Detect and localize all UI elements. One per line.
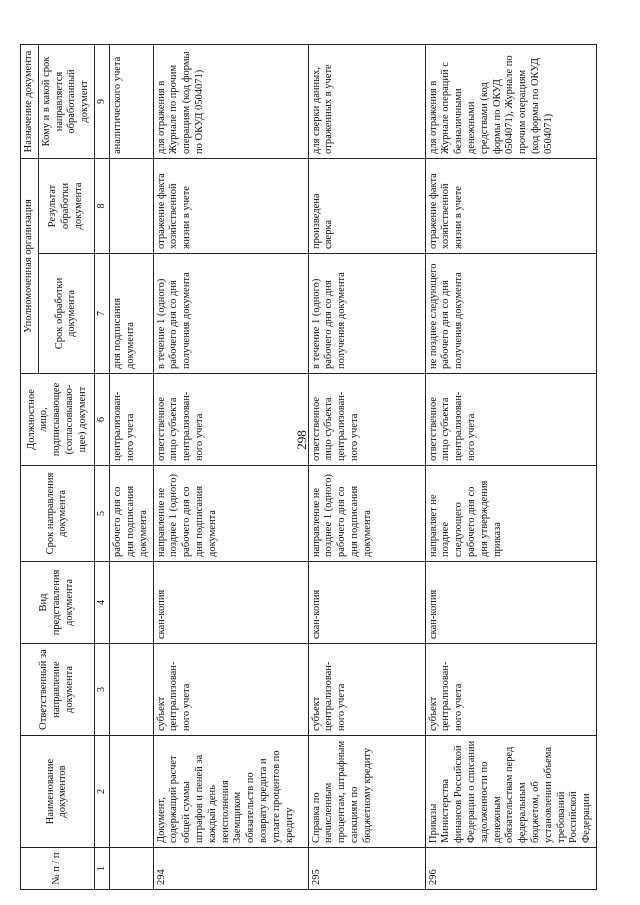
col-number: 8 [94,159,109,254]
table-row-296 [425,45,596,890]
cell-process-deadline: в течение 1 (одного) рабочего дня со дня получения документа [308,254,425,374]
cell-view [110,562,153,644]
header-purpose: Назначение документа [21,45,39,159]
cell-number: 295 [308,848,425,890]
document-table-rotated [20,45,593,890]
cell-doc-name: Справка по начисленным процентам, штрафным санкциям по бюджетному кредиту [308,736,425,848]
header-responsible: Ответственный за направление документа [21,644,95,736]
cell-official: централизован-ного учета [110,374,153,466]
cell-number: 296 [425,848,596,890]
col-number: 2 [94,736,109,848]
cell-doc-name [110,736,153,848]
cell-number [110,848,153,890]
cell-process-result: произведена сверка [308,159,425,254]
cell-recipient: для отражения в Журнале операций с безналичными денежными средствами (код формы по ОКУД 0504071), Журнале по прочим операциям (код формы по ОКУД 0504071) [425,45,596,159]
cell-process-deadline: дня подписания документа [110,254,153,374]
cell-responsible [110,644,153,736]
cell-view: скан-копия [425,562,596,644]
table-row-295 [308,45,425,890]
header-number: № п / п [21,848,95,890]
cell-process-result [110,159,153,254]
header-row-1 [21,45,39,890]
header-send-deadline: Срок направления документа [21,466,95,562]
cell-process-result: отражение факта хозяйственной жизни в учете [153,159,308,254]
header-process-result: Результат обработки документа [38,159,94,254]
cell-view: скан-копия [153,562,308,644]
cell-official: ответственное лицо субъекта централизован-ного учета [153,374,308,466]
header-recipient: Кому и в какой срок направляется обработанный документ [38,45,94,159]
header-authorized-org: Уполномоченная организация [21,159,39,374]
cell-process-deadline: в течение 1 (одного) рабочего дня со дня получения документа [153,254,308,374]
col-number: 7 [94,254,109,374]
cell-doc-name: Документ, содержащий расчет общей суммы штрафов и пеней за каждый день неисполнения Заемщиком обязательств по возврату кредита и уплате процентов по кредиту [153,736,308,848]
page-number: 298 [293,430,309,450]
cell-send-deadline: направляет не позднее следующего рабочего дня со дня утверждения приказа [425,466,596,562]
cell-send-deadline: направление не позднее 1 (одного) рабочего дня со дня подписания документа [153,466,308,562]
col-number: 3 [94,644,109,736]
col-number: 4 [94,562,109,644]
cell-recipient: аналитического учета [110,45,153,159]
cell-responsible: субъект централизован-ного учета [425,644,596,736]
cell-responsible: субъект централизован-ного учета [308,644,425,736]
cell-process-result: отражение факта хозяйственной жизни в учете [425,159,596,254]
header-process-deadline: Срок обработки документа [38,254,94,374]
cell-view: скан-копия [308,562,425,644]
cell-send-deadline: рабочего дня со дня подписания документа [110,466,153,562]
header-official: Должностное лицо, подписывающее (согласовываю-щее) документ [21,374,95,466]
col-number: 6 [94,374,109,466]
col-number: 9 [94,45,109,159]
column-number-row [94,45,109,890]
cell-send-deadline: направление не позднее 1 (одного) рабочего дня со дня подписания документа [308,466,425,562]
documents-table [20,44,597,890]
header-doc-name: Наименование документов [21,736,95,848]
cell-official: ответственное лицо субъекта централизован-ного учета [425,374,596,466]
cell-recipient: для сверки данных, отраженных в учете [308,45,425,159]
col-number: 1 [94,848,109,890]
cell-responsible: субъект централизован-ного учета [153,644,308,736]
cell-doc-name: Приказы Министерства финансов Российской Федерации о списании задолженности по денежным обязательствам перед федеральным бюджетом, об установлении объема требований Российской Федерации [425,736,596,848]
table-row-294 [153,45,308,890]
header-view: Вид представления документа [21,562,95,644]
cell-process-deadline: не позднее следующего рабочего дня со дня получения документа [425,254,596,374]
col-number: 5 [94,466,109,562]
cell-official: ответственное лицо субъекта централизован-ного учета [308,374,425,466]
cell-number: 294 [153,848,308,890]
table-row-continued [110,45,153,890]
cell-recipient: для отражения в Журнале по прочим операциям (код формы по ОКУД 0504071) [153,45,308,159]
